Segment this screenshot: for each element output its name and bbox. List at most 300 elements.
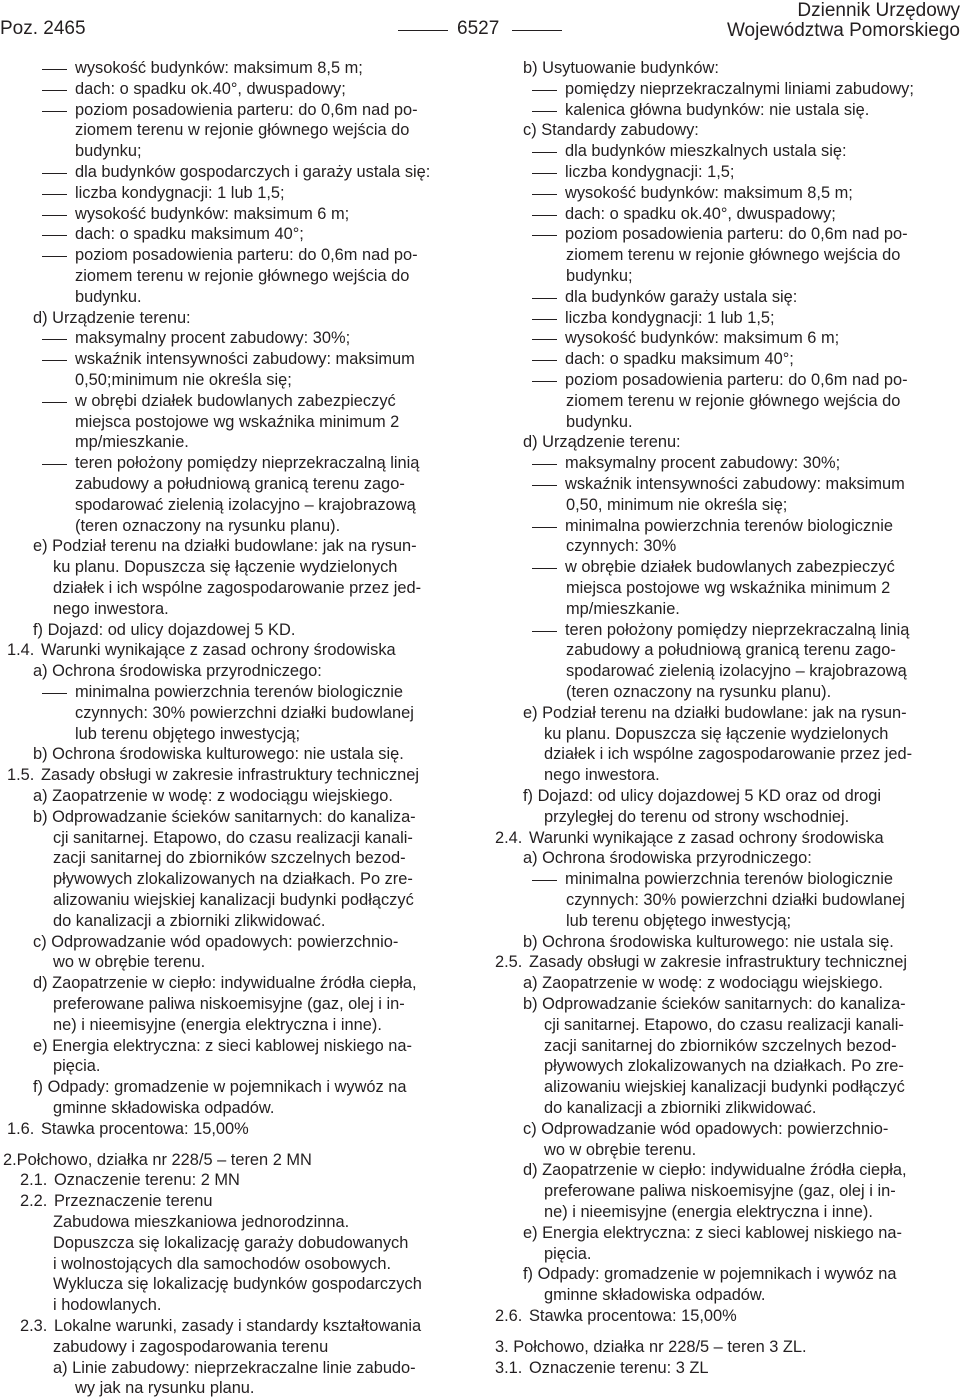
text-line — [532, 349, 794, 369]
em-dash-bullet — [42, 111, 67, 112]
text-line-content: minimalna powierzchnia terenów biologicznie — [565, 516, 893, 535]
em-dash-bullet — [42, 235, 67, 236]
text-line — [42, 204, 349, 224]
text-line-content: działek i ich wspólne zagospodarowanie przez jed- — [544, 745, 913, 764]
text-line — [523, 432, 681, 452]
text-line — [544, 724, 888, 744]
em-dash-bullet — [532, 381, 557, 382]
text-line-content: wysokość budynków: maksimum 8,5 m; — [565, 183, 853, 202]
text-line-content: 3. Połchowo, działka nr 228/5 – teren 3 ZL. — [495, 1337, 807, 1356]
text-line — [566, 599, 680, 619]
text-line — [33, 536, 417, 556]
text-line-content: spodarować zielenią izolacyjno – krajobrazową — [566, 662, 907, 681]
text-line-content: 0,50;minimum nie określa się; — [75, 371, 292, 389]
text-line-content: (teren oznaczony na rysunku planu). — [566, 683, 832, 701]
text-line-content: preferowane paliwa niskoemisyjne (gaz, olej i in- — [544, 1182, 896, 1201]
text-line-content: (teren oznaczony na rysunku planu). — [75, 516, 341, 535]
text-line — [532, 183, 853, 203]
text-line-content: 2.Połchowo, działka nr 228/5 – teren 2 MN — [3, 1150, 312, 1169]
text-line — [53, 828, 413, 848]
em-dash-bullet — [532, 215, 557, 216]
text-line-content: Dopuszcza się lokalizację garaży dobudowanych — [53, 1233, 409, 1252]
text-line-content: lub terenu objętego inwestycją; — [566, 911, 792, 930]
text-line — [75, 516, 340, 536]
section-number: 1.5. — [7, 766, 35, 785]
journal-title-line2: Województwa Pomorskiego — [726, 20, 960, 41]
text-line — [532, 453, 840, 473]
text-line — [523, 1160, 907, 1180]
text-line — [544, 1056, 904, 1076]
text-line — [75, 495, 416, 515]
text-line-content: e) Podział terenu na działki budowlane: jak na rysun- — [33, 537, 417, 556]
text-line-content: zabudowy a południową granicą terenu zago- — [566, 641, 896, 660]
text-line — [532, 287, 797, 307]
text-line — [75, 724, 300, 744]
text-line — [532, 370, 908, 390]
text-line-content: b) Odprowadzanie ścieków sanitarnych: do kanaliza- — [523, 995, 906, 1013]
section-number: 2.2. — [20, 1192, 48, 1211]
text-line-content: czynnych: 30% — [566, 537, 677, 556]
text-line — [75, 474, 405, 494]
text-line-content: a) Zaopatrzenie w wodę: z wodociągu wiejskiego. — [33, 787, 393, 805]
em-dash-bullet — [532, 631, 557, 632]
text-line — [20, 1170, 240, 1190]
text-line-content: c) Standardy zabudowy: — [523, 121, 699, 140]
text-line-content: f) Odpady: gromadzenie w pojemnikach i wywóz na — [33, 1078, 407, 1097]
section-heading: Zasady obsługi w zakresie infrastruktury technicznej — [529, 953, 908, 972]
text-line-content: e) Energia elektryczna: z sieci kablowej niskiego na- — [523, 1223, 902, 1242]
text-line — [33, 1077, 407, 1097]
text-line — [53, 1337, 328, 1357]
text-line-content: lub terenu objętego inwestycją; — [75, 724, 301, 743]
text-line — [33, 973, 417, 993]
text-line-content: budynku. — [75, 287, 142, 306]
text-line — [544, 807, 849, 827]
em-dash-bullet — [532, 90, 557, 91]
page-position-number: Poz. 2465 — [0, 18, 86, 39]
section-heading: Warunki wynikające z zasad ochrony środowiska — [529, 828, 884, 847]
text-line — [33, 620, 295, 640]
text-line — [544, 744, 912, 764]
text-line — [544, 1202, 873, 1222]
text-line — [53, 1358, 416, 1378]
text-line-content: wy jak na rysunku planu. — [75, 1379, 255, 1398]
text-line-content: dach: o spadku maksimum 40°; — [75, 225, 304, 244]
section-heading: Oznaczenie terenu: 2 MN — [54, 1171, 240, 1190]
text-line-content: ziomem terenu w rejonie głównego wejścia do — [566, 246, 901, 265]
text-line-content: dla budynków gospodarczych i garaży ustala się: — [75, 163, 431, 181]
em-dash-bullet — [42, 402, 67, 403]
text-line-content: f) Dojazd: od ulicy dojazdowej 5 KD. — [33, 620, 296, 639]
text-line — [566, 412, 633, 432]
text-line — [53, 1056, 100, 1076]
text-line-content: budynku. — [566, 412, 633, 431]
text-line — [566, 495, 787, 515]
section-heading: Lokalne warunki, zasady i standardy kształtowania — [54, 1317, 422, 1335]
text-line — [53, 848, 406, 868]
text-line-content: c) Odprowadzanie wód opadowych: powierzchnio- — [33, 932, 399, 951]
text-line — [42, 100, 418, 120]
text-line-content: ne) i nieemisyjne (energia elektryczna i inne). — [53, 1015, 382, 1034]
em-dash-bullet — [532, 298, 557, 299]
em-dash-bullet — [42, 90, 67, 91]
em-dash-bullet — [532, 235, 557, 236]
text-line — [495, 1337, 807, 1357]
em-dash-bullet — [532, 527, 557, 528]
em-dash-bullet — [532, 880, 557, 881]
text-line-content: e) Energia elektryczna: z sieci kablowej niskiego na- — [33, 1036, 412, 1055]
text-line — [544, 1098, 816, 1118]
text-line — [3, 1150, 312, 1170]
text-line — [523, 932, 894, 952]
text-line — [495, 828, 884, 848]
text-line — [75, 287, 142, 307]
text-line — [523, 973, 883, 993]
text-line-content: preferowane paliwa niskoemisyjne (gaz, olej i in- — [53, 995, 405, 1013]
text-line — [532, 224, 908, 244]
text-line — [523, 1264, 897, 1284]
text-line — [42, 349, 415, 369]
text-line — [523, 58, 719, 78]
text-line — [495, 952, 907, 972]
text-line — [53, 557, 397, 577]
text-line-content: pięcia. — [53, 1057, 101, 1076]
text-line — [53, 599, 169, 619]
text-line-content: pięcia. — [544, 1244, 592, 1263]
text-line — [523, 848, 812, 868]
text-line — [532, 308, 775, 328]
text-line-content: wo w obrębie terenu. — [53, 953, 206, 972]
text-line — [42, 391, 396, 411]
text-line-content: dla budynków mieszkalnych ustala się: — [565, 142, 847, 161]
text-line-content: ziomem terenu w rejonie głównego wejścia do — [75, 121, 410, 140]
text-line — [544, 1244, 591, 1264]
em-dash-bullet — [42, 256, 67, 257]
text-line-content: a) Linie zabudowy: nieprzekraczalne linie zabudo- — [53, 1358, 416, 1377]
text-line-content: a) Zaopatrzenie w wodę: z wodociągu wiejskiego. — [523, 974, 883, 993]
text-line-content: zacji sanitarnej do zbiorników szczelnych bezod- — [53, 849, 406, 868]
text-line-content: d) Zaopatrzenie w ciepło: indywidualne źródła ciepła, — [523, 1161, 907, 1180]
text-line — [42, 224, 304, 244]
text-line-content: do kanalizacji a zbiorniki zlikwidować. — [544, 1099, 817, 1117]
text-line-content: czynnych: 30% powierzchni działki budowlanej — [75, 703, 414, 722]
text-line — [75, 432, 189, 452]
text-line — [20, 1316, 421, 1336]
text-line — [42, 79, 346, 99]
text-line-content: d) Zaopatrzenie w ciepło: indywidualne źródła ciepła, — [33, 974, 417, 993]
text-line-content: b) Usytuowanie budynków: — [523, 59, 719, 77]
text-line-content: w obrębie działek budowlanych zabezpieczyć — [565, 558, 895, 577]
header-dash-right — [512, 30, 562, 31]
text-line — [42, 682, 403, 702]
text-line — [75, 1378, 254, 1398]
text-line-content: minimalna powierzchnia terenów biologicznie — [565, 870, 893, 889]
text-line — [42, 328, 350, 348]
section-heading: Zasady obsługi w zakresie infrastruktury technicznej — [41, 766, 420, 785]
text-line-content: spodarować zielenią izolacyjno – krajobrazową — [75, 495, 416, 514]
text-line-content: dach: o spadku ok.40°, dwuspadowy; — [565, 204, 836, 223]
text-line-content: a) Ochrona środowiska przyrodniczego: — [33, 662, 322, 681]
text-line — [566, 536, 676, 556]
text-line-content: w obrębi działek budowlanych zabezpieczyć — [75, 391, 396, 410]
section-heading: Warunki wynikające z zasad ochrony środowiska — [41, 641, 396, 660]
text-line — [53, 1098, 274, 1118]
text-line-content: poziom posadowienia parteru: do 0,6m nad po- — [75, 100, 418, 119]
text-line-content: poziom posadowienia parteru: do 0,6m nad po- — [75, 246, 418, 265]
text-line-content: a) Ochrona środowiska przyrodniczego: — [523, 849, 812, 868]
text-line — [75, 703, 414, 723]
text-line — [495, 1358, 709, 1378]
text-line-content: poziom posadowienia parteru: do 0,6m nad po- — [565, 225, 908, 244]
text-line — [33, 807, 416, 827]
text-line-content: mp/mieszkanie. — [566, 599, 680, 618]
text-line — [42, 183, 285, 203]
em-dash-bullet — [532, 360, 557, 361]
text-line-content: wysokość budynków: maksimum 6 m; — [565, 329, 840, 348]
text-line-content: d) Urządzenie terenu: — [33, 308, 191, 327]
text-line-content: miejsca postojowe wg wskaźnika minimum 2 — [566, 579, 891, 597]
text-line-content: dach: o spadku maksimum 40°; — [565, 350, 794, 369]
text-line-content: Zabudowa mieszkaniowa jednorodzinna. — [53, 1213, 350, 1231]
section-number: 2.5. — [495, 953, 523, 972]
text-line — [33, 308, 191, 328]
text-line-content: gminne składowiska odpadów. — [53, 1099, 275, 1117]
text-line-content: budynku; — [566, 267, 633, 285]
text-line — [532, 516, 893, 536]
text-line — [566, 640, 896, 660]
text-line — [523, 1119, 888, 1139]
text-line — [33, 744, 404, 764]
em-dash-bullet — [532, 173, 557, 174]
text-line — [53, 1254, 391, 1274]
text-line-content: wskaźnik intensywności zabudowy: maksimum — [75, 350, 415, 369]
text-line — [75, 141, 142, 161]
text-line — [566, 266, 633, 286]
em-dash-bullet — [532, 464, 557, 465]
text-line-content: c) Odprowadzanie wód opadowych: powierzchnio- — [523, 1119, 889, 1138]
section-heading: Stawka procentowa: 15,00% — [41, 1119, 249, 1138]
text-line — [544, 1140, 696, 1160]
text-line — [75, 412, 399, 432]
text-line-content: b) Ochrona środowiska kulturowego: nie ustala się. — [33, 745, 404, 764]
section-number: 2.3. — [20, 1317, 48, 1335]
text-line — [7, 765, 419, 785]
em-dash-bullet — [42, 69, 67, 70]
text-line — [42, 245, 418, 265]
text-line-content: dla budynków garaży ustala się: — [565, 287, 798, 306]
text-line-content: liczba kondygnacji: 1 lub 1,5; — [75, 183, 285, 202]
section-number: 2.1. — [20, 1171, 48, 1190]
text-line-content: ne) i nieemisyjne (energia elektryczna i inne). — [544, 1203, 873, 1221]
em-dash-bullet — [42, 215, 67, 216]
text-line-content: mp/mieszkanie. — [75, 433, 189, 452]
text-line-content: f) Dojazd: od ulicy dojazdowej 5 KD oraz od drogi — [523, 787, 882, 805]
text-line — [566, 391, 900, 411]
text-line — [75, 370, 292, 390]
text-line-content: 0,50, minimum nie określa się; — [566, 495, 788, 514]
text-line-content: pomiędzy nieprzekraczalnymi liniami zabudowy; — [565, 79, 914, 98]
text-line — [566, 682, 831, 702]
text-line — [53, 578, 421, 598]
em-dash-bullet — [532, 339, 557, 340]
em-dash-bullet — [532, 152, 557, 153]
text-line — [75, 266, 409, 286]
em-dash-bullet — [42, 194, 67, 195]
em-dash-bullet — [532, 111, 557, 112]
em-dash-bullet — [42, 360, 67, 361]
text-line — [532, 869, 893, 889]
text-line — [532, 557, 895, 577]
text-line — [544, 1036, 897, 1056]
text-line-content: budynku; — [75, 142, 142, 161]
text-line — [53, 952, 205, 972]
text-line-content: liczba kondygnacji: 1 lub 1,5; — [565, 308, 775, 327]
text-line-content: zabudowy a południową granicą terenu zago- — [75, 475, 405, 493]
em-dash-bullet — [42, 173, 67, 174]
text-line-content: ku planu. Dopuszcza się łączenie wydzielonych — [544, 724, 889, 743]
text-line — [53, 1274, 422, 1294]
text-line-content: pływowych zlokalizowanych na działkach. Po zre- — [53, 870, 413, 889]
text-line — [53, 911, 325, 931]
text-line — [523, 1223, 902, 1243]
text-line-content: miejsca postojowe wg wskaźnika minimum 2 — [75, 412, 400, 431]
text-line — [75, 120, 409, 140]
text-line — [566, 245, 900, 265]
text-line — [20, 1191, 213, 1211]
header-dash-left — [398, 30, 448, 31]
text-line-content: alizowaniu wiejskiej kanalizacji budynki podłączyć — [53, 891, 414, 909]
text-line — [7, 640, 396, 660]
em-dash-bullet — [42, 693, 67, 694]
text-line-content: maksymalny procent zabudowy: 30%; — [75, 329, 351, 348]
text-line-content: d) Urządzenie terenu: — [523, 433, 681, 452]
text-line — [53, 1233, 408, 1253]
text-line-content: nego inwestora. — [53, 599, 169, 618]
text-line — [544, 1181, 896, 1201]
text-line-content: poziom posadowienia parteru: do 0,6m nad po- — [565, 371, 908, 389]
text-line — [532, 620, 909, 640]
text-line — [532, 474, 905, 494]
text-line-content: alizowaniu wiejskiej kanalizacji budynki podłączyć — [544, 1078, 905, 1097]
text-line-content: ku planu. Dopuszcza się łączenie wydzielonych — [53, 558, 398, 577]
text-line-content: teren położony pomiędzy nieprzekraczalną linią — [75, 454, 420, 473]
text-line-content: wo w obrębie terenu. — [544, 1140, 697, 1159]
text-line — [523, 120, 699, 140]
page-number: 6527 — [457, 18, 500, 39]
section-heading: Przeznaczenie terenu — [54, 1192, 213, 1211]
text-line-content: pływowych zlokalizowanych na działkach. Po zre- — [544, 1057, 904, 1076]
text-line — [544, 765, 660, 785]
text-line-content: cji sanitarnej. Etapowo, do czasu realizacji kanali- — [53, 828, 413, 847]
em-dash-bullet — [42, 339, 67, 340]
text-line-content: zacji sanitarnej do zbiorników szczelnych bezod- — [544, 1036, 897, 1055]
text-line — [566, 661, 907, 681]
text-line — [566, 911, 791, 931]
text-line-content: ziomem terenu w rejonie głównego wejścia do — [566, 391, 901, 410]
em-dash-bullet — [42, 464, 67, 465]
text-line — [566, 578, 890, 598]
text-line — [42, 453, 419, 473]
text-line-content: dach: o spadku ok.40°, dwuspadowy; — [75, 79, 346, 98]
em-dash-bullet — [532, 568, 557, 569]
text-line-content: gminne składowiska odpadów. — [544, 1286, 766, 1305]
text-line — [544, 1015, 904, 1035]
text-line-content: przyległej do terenu od strony wschodniej. — [544, 807, 850, 826]
text-line-content: f) Odpady: gromadzenie w pojemnikach i wywóz na — [523, 1265, 897, 1284]
em-dash-bullet — [532, 194, 557, 195]
text-line-content: cji sanitarnej. Etapowo, do czasu realizacji kanali- — [544, 1015, 904, 1034]
text-line — [532, 79, 914, 99]
text-line — [33, 1036, 412, 1056]
em-dash-bullet — [532, 319, 557, 320]
text-line-content: liczba kondygnacji: 1,5; — [565, 163, 735, 181]
text-line — [42, 58, 363, 78]
text-line-content: b) Ochrona środowiska kulturowego: nie ustala się. — [523, 932, 894, 951]
text-line — [42, 162, 430, 182]
text-line — [33, 932, 398, 952]
section-number: 3.1. — [495, 1358, 523, 1377]
text-line-content: i hodowlanych. — [53, 1296, 162, 1315]
text-line-content: i wolnostojących dla samochodów osobowych. — [53, 1254, 392, 1273]
text-line — [53, 890, 414, 910]
text-line-content: wysokość budynków: maksimum 8,5 m; — [75, 59, 363, 77]
text-line — [33, 661, 322, 681]
journal-title-line1: Dziennik Urzędowy — [797, 0, 960, 21]
text-line — [544, 1077, 905, 1097]
text-line — [566, 890, 905, 910]
text-line — [523, 786, 881, 806]
text-line — [523, 703, 907, 723]
text-line — [544, 1285, 765, 1305]
text-line — [495, 1306, 737, 1326]
section-number: 2.4. — [495, 828, 523, 847]
em-dash-bullet — [532, 485, 557, 486]
text-line-content: czynnych: 30% powierzchni działki budowlanej — [566, 891, 905, 909]
text-line — [532, 204, 836, 224]
text-line — [33, 786, 393, 806]
text-line — [523, 994, 906, 1014]
section-heading: Stawka procentowa: 15,00% — [529, 1307, 737, 1325]
text-line-content: nego inwestora. — [544, 766, 660, 785]
text-line-content: ziomem terenu w rejonie głównego wejścia do — [75, 267, 410, 285]
text-line-content: działek i ich wspólne zagospodarowanie przez jed- — [53, 579, 422, 597]
text-line — [53, 1212, 349, 1232]
text-line-content: wskaźnik intensywności zabudowy: maksimum — [565, 475, 905, 493]
text-line — [532, 328, 839, 348]
text-line — [532, 100, 869, 120]
text-line-content: wysokość budynków: maksimum 6 m; — [75, 204, 350, 223]
section-number: 2.6. — [495, 1307, 523, 1325]
section-number: 1.6. — [7, 1119, 35, 1138]
text-line-content: b) Odprowadzanie ścieków sanitarnych: do kanaliza- — [33, 807, 416, 826]
text-line-content: minimalna powierzchnia terenów biologicznie — [75, 683, 403, 701]
text-line-content: e) Podział terenu na działki budowlane: jak na rysun- — [523, 703, 907, 722]
text-line — [53, 1015, 382, 1035]
text-line — [532, 162, 734, 182]
text-line — [53, 994, 405, 1014]
text-line — [532, 141, 847, 161]
text-line-content: maksymalny procent zabudowy: 30%; — [565, 454, 841, 473]
text-line-content: Wyklucza się lokalizację budynków gospodarczych — [53, 1275, 422, 1294]
text-line-content: kalenica główna budynków: nie ustala się. — [565, 100, 870, 119]
section-heading: Oznaczenie terenu: 3 ZL — [529, 1358, 709, 1377]
text-line — [53, 1295, 161, 1315]
section-number: 1.4. — [7, 641, 35, 660]
text-line-content: zabudowy i zagospodarowania terenu — [53, 1337, 329, 1356]
text-line-content: teren położony pomiędzy nieprzekraczalną linią — [565, 620, 910, 639]
text-line-content: do kanalizacji a zbiorniki zlikwidować. — [53, 911, 326, 930]
text-line — [7, 1119, 249, 1139]
